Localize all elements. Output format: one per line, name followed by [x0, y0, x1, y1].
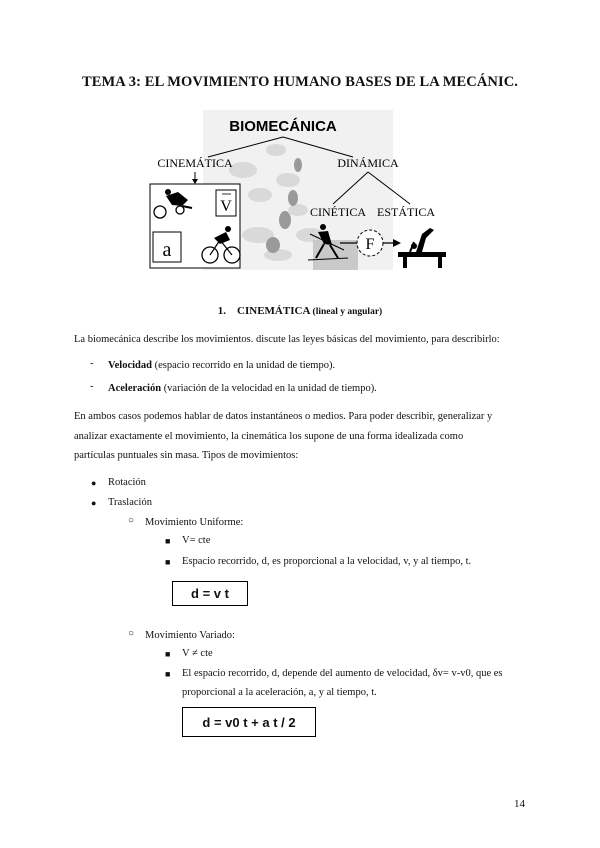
- label-dinamica: DINÁMICA: [337, 156, 399, 170]
- diagram-heading: BIOMECÁNICA: [229, 118, 337, 135]
- page-title: TEMA 3: EL MOVIMIENTO HUMANO BASES DE LA MECÁNIC.: [81, 74, 519, 90]
- force-arrowhead: [393, 239, 401, 247]
- bullet-rotacion: Rotación: [108, 477, 146, 488]
- variado-item-2-line-2: proporcional a la aceleración, a, y al tiempo, t.: [182, 687, 377, 698]
- gymnast-icon: [398, 228, 446, 268]
- paragraph-line-3: partículas puntuales sin masa. Tipos de movimientos:: [74, 450, 299, 461]
- definition-aceleracion: [108, 381, 538, 397]
- uniforme-item-1: V= cte: [182, 535, 211, 546]
- label-cinetica: CINÉTICA: [310, 205, 366, 219]
- bullet-marker-2: ●: [91, 498, 97, 508]
- cinematica-arrowhead: [192, 179, 198, 184]
- definition-aceleracion-text: (variación de la velocidad en la unidad de tiempo).: [161, 383, 377, 394]
- formula-variado: d = v0 t + a t / 2: [182, 707, 316, 737]
- label-cinematica: CINEMÁTICA: [157, 156, 233, 170]
- label-estatica: ESTÁTICA: [377, 205, 435, 219]
- bullet-traslacion: Traslación: [108, 497, 152, 508]
- circle-marker-variado: ○: [128, 628, 135, 639]
- variado-item-2-line-1: El espacio recorrido, d, depende del aumento de velocidad, δv= v-v0, que es: [182, 668, 503, 679]
- square-marker-uniforme-2: ■: [165, 557, 171, 567]
- diagram-svg: [148, 110, 448, 270]
- section-title: CINEMÁTICA: [237, 305, 310, 317]
- formula-uniforme: d = v t: [172, 581, 248, 606]
- circle-marker-uniforme: ○: [128, 515, 135, 526]
- definition-dash-1: -: [90, 358, 94, 369]
- symbol-f: F: [365, 236, 375, 253]
- uniforme-item-2: Espacio recorrido, d, es proporcional a la velocidad, v, y al tiempo, t.: [182, 556, 472, 567]
- symbol-a: a: [162, 239, 172, 261]
- uniforme-label: Movimiento Uniforme:: [145, 517, 244, 528]
- paragraph-line-2: analizar exactamente el movimiento, la cinemática los supone de una forma idealizada como: [74, 431, 464, 442]
- section-heading: [0, 305, 600, 317]
- definition-velocidad: [108, 358, 538, 374]
- term-aceleracion: Aceleración: [108, 383, 162, 394]
- bullet-marker-1: ●: [91, 478, 97, 488]
- section-subtitle: (lineal y angular): [312, 307, 383, 317]
- square-marker-uniforme-1: ■: [165, 536, 171, 546]
- square-marker-variado-1: ■: [165, 649, 171, 659]
- variado-item-1: V ≠ cte: [182, 648, 213, 659]
- term-velocidad: Velocidad: [108, 360, 152, 371]
- intro-paragraph: La biomecánica describe los movimientos. discute las leyes básicas del movimiento, para describirlo:: [74, 334, 500, 345]
- page-number: 14: [514, 798, 525, 810]
- symbol-v: V: [220, 198, 232, 215]
- definition-dash-2: -: [90, 381, 94, 392]
- paragraph-line-1: En ambos casos podemos hablar de datos instantáneos o medios. Para poder describir, generalizar y: [74, 411, 493, 422]
- variado-label: Movimiento Variado:: [145, 630, 235, 641]
- square-marker-variado-2: ■: [165, 669, 171, 679]
- biomechanics-diagram: [148, 110, 448, 270]
- section-number: 1.: [217, 305, 227, 317]
- definition-velocidad-text: (espacio recorrido en la unidad de tiempo).: [151, 360, 336, 371]
